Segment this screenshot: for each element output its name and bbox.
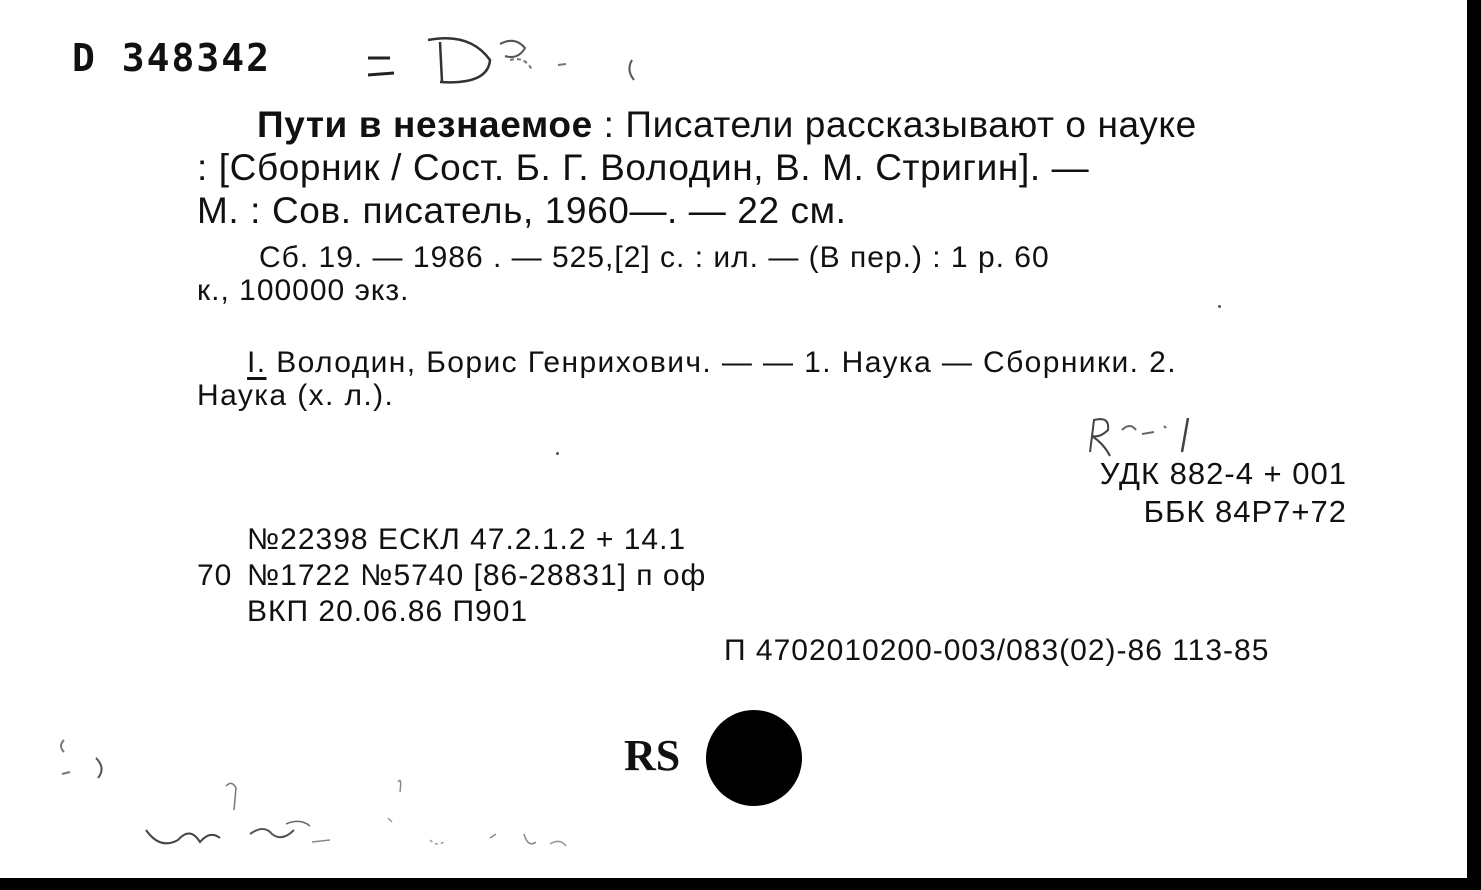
ink-speck (1218, 305, 1221, 308)
black-dot-mark (706, 710, 802, 806)
title-main: Пути в незнаемое (257, 104, 593, 145)
bbk-index: ББК 84Р7+72 (1143, 494, 1347, 529)
publisher-code: П 4702010200-003/083(02)-86 113-85 (724, 634, 1270, 667)
code-line-1: №22398 ЕСКЛ 47.2.1.2 + 14.1 (247, 523, 687, 556)
tracing-line-2: Наука (х. л.). (197, 379, 395, 412)
volume-statement (197, 241, 1362, 307)
handwritten-call-mark (360, 30, 660, 100)
tracing-line-1: Володин, Борис Генрихович. — — 1. Наука — Сборники. 2. (266, 346, 1177, 379)
tracings (197, 346, 1362, 412)
code-line-2-lead: 70 (197, 559, 233, 592)
tracing-marker: I. (247, 346, 267, 379)
classification (1100, 455, 1347, 531)
card-edge-right (1470, 0, 1481, 890)
volume-line-2: к., 100000 экз. (197, 274, 410, 307)
faint-handwriting (50, 730, 610, 870)
title-statement (197, 103, 1362, 232)
call-number: D 348342 (72, 36, 272, 80)
card-edge-bottom (0, 882, 1481, 890)
title-subtitle: : Писатели рассказывают о науке (592, 104, 1197, 145)
udc-index: УДК 882-4 + 001 (1099, 456, 1347, 491)
code-line-2: №1722 №5740 [86-28831] п оф (247, 559, 707, 592)
ink-speck (556, 452, 559, 455)
control-codes (197, 522, 706, 630)
title-line-3: М. : Сов. писатель, 1960—. — 22 см. (197, 190, 847, 231)
volume-line-1: Сб. 19. — 1986 . — 525,[2] с. : ил. — (В пер.) : 1 р. 60 (259, 241, 1050, 274)
title-line-2: : [Сборник / Сост. Б. Г. Володин, В. М. Стригин]. — (197, 147, 1090, 188)
rs-label: RS (624, 731, 681, 780)
code-line-3: ВКП 20.06.86 П901 (247, 595, 529, 628)
